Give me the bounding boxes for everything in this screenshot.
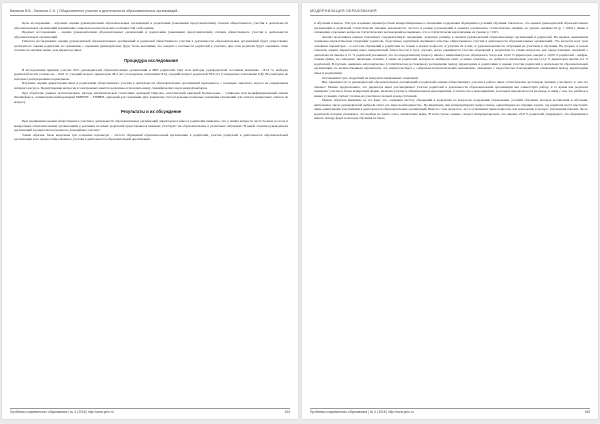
paragraph: При обработке данных использовались методы математической статистики: критерий Пирсона, классический критерий Колмогорова – Смирнова или модифицированный анализ Лиллиефорса, асимметрический критерий ЕКВЕНС – FISHER, критерий для сравнения двух вариантов степ (отдельные попарные сравнения отношений для ответов конкретных ответов на вопрос). [14, 90, 288, 104]
paragraph: Таким образом, было выделены три основных параметра – частота обращений образовательной организации к родителям, участие родителей в деятельности образовательной организации и их оценка общественного участия в деятельности образовательной организации. [14, 132, 288, 142]
paragraph: Анализ полученных данных показывает содержательную тенденцию, заданную разницу в оценках руководителей образовательных организаций и родителей. Во-первых, выявленная социально-педагогическая тенденция: родители, безусловно, критичней оценивают качество общественного участия в деятельности образовательных организаций. Это касается всех трех основных параметров – и частоты обращений к родителям не только в малых вопросах, и участия их в них, и удовлетворенности ситуацией их участием в обучении. Во вторых, в целом отмечена оценка директорами школ приоритетной благостности в трех случаях, когда оценивается участие обращений к родителям по таким вопросам, как предоставление сведений о деятельности школы; в 21 % родителей указывают, что по определенному вопросу школа с ними никогда не обращалась, тогда как 12,22 % директоров говорят о 10,69 % родителей – цифры, схожие прямо, не совпадают нисколько отличие, а также на родителей, которые не выбирали ответ «сложно ответить», по требуется значительно участие (11,2 % директоров против 9,2 % родителей). В-третьих, выявлено категорическое (статистически достоверное) расхождение между директорами и родителями в оценке участия родителей в деятельности образовательной организации: по количественным параметрам, что свидетельствует о социально-психологических механизмах, связанных с недостаточно благоприятным отношением между директорами школ и родителями. [314, 34, 588, 76]
paragraph: Остановимся чуть подробней на каждой из выявленных тенденций. [322, 75, 419, 80]
paragraph: Вне зависимости от руководителей образовательных организаций и родителей оценки общественного участия в работе школ статистически достоверно значимо участвуют. С чем это связано? Можно предположить, что директора школ рассматривают участие родителей в деятельности образовательной организации как совместную работу, в то время как родители понимают участие в более конкретной форме, включая участие в общешкольных мероприятиях, в частности, в мероприятиях, в которых предполагается их вклад, в связи с тем, что ребёнок в новых условиях считает степень их участия не полной и недостаточной. [314, 80, 588, 98]
paragraph: Можно обратить внимание на тот факт, что, оценивая частоту обращений к родителям по вопросам содержания образования, условий обучения, методов воспитания и обучения, наибольшее число руководителей выбрали ответ «по мере необходимости». По-видимому, они интерпретируют вопрос иначе, ориентируясь на текущие задачи, где родители могут выступать лишь единичными участниками в деятельности образовательных организаций. Вместе с тем оказалось, что в отношении таких вопросов, как вовлечение в процесс управления школой, число родителей, которые указывают, что вообще не знают этого, значительно выше. В этом случае, однако, следует интерпретировать, что именно 25,8 % родителей утверждают, что обращения к ним по поводу форм и методов обучения не было. [314, 98, 588, 121]
running-head-right: МОДЕРНИЗАЦИЯ ОБРАЗОВАНИЯ [310, 9, 590, 16]
paragraph: Предмет исследования – оценка руководителями образовательных организаций и родителями (законными представителями) степени общественного участия в деятельности образовательных организаций. [14, 30, 288, 39]
paragraph: Изучение оценки директорами школ и родителями общественного участия в деятельности образовательных организаций проводилось с помощью анкетного опроса на специальном интернет-ресурсе. Формулировки вопросов в электронных анкетах несколько отличались ввиду специфических задач каждой выборки. [14, 81, 288, 91]
footer-right [310, 408, 590, 414]
running-head-left: Ваняков В.В., Пахиноа С.Н. | Общественное участие в деятельности образовательных организаций... [10, 9, 290, 16]
right-page [302, 3, 598, 419]
page-number: 165 [584, 410, 590, 414]
section-heading: Процедура исследования [124, 57, 178, 63]
paragraph: Цель исследования – изучение оценки руководителями образовательных организаций и родителями (законными представителями) степени общественного участия в деятельности образовательных организаций и выявление социально-педагогических особенностей этой оценки. [14, 21, 288, 30]
page-number: 164 [284, 410, 290, 414]
left-page-body [14, 21, 288, 403]
right-page-body [314, 21, 588, 403]
section-heading: Результаты и их обсуждение [120, 109, 182, 115]
footer-left [10, 408, 290, 414]
journal-footer: Проблемы современного образования | № 4 | 2018 | http://www.pmo.ru [310, 410, 414, 414]
paragraph: и обучения в школе. Эти три основных параметра были конкретизированы в отношении содержания обращения и условий обучения. Оказалось, что оценки руководителей образовательных организаций и родителей статистически значимо различаются: частота и размер расхождений в оценках различались статистически значимо на уровне значимости (p < 0,001). Лишь в отношении отдельных вопросов статистических расхождений не выявлено, что и статистически неразличимы на уровне p > 0,05. [314, 21, 588, 35]
paragraph: В исследовании приняли участие 2671 руководителей образовательных организаций и 4865 родителей. При этом выборку руководителей составили женщины – 83,2 %, выборку родителей почти столько же – 84,9 %. Средний возраст директоров 48,4 лет (стандартное отклонение 8,9), средний возраст родителей 38,6 лет (стандартное отклонение 6,8). Все выборки не попадают распределению нормальном. [14, 67, 288, 81]
left-page [2, 3, 298, 419]
paragraph: Гипотеза исследования: оценки руководителей образовательных организаций и родителей общественного участия в деятельности образовательных организаций будут существенно различаться: оценки родителей, по сравнению с оценками руководителей, будут более высокими, что говорит о готовности родителей к участию, при этом родители будут оценивать свою готовность значимо выше, чем директора школ. [14, 39, 288, 53]
paragraph: При оценивании оценки общественного участия в деятельности образовательных организаций директорам и школ и родителям выявлено, что у наших вопросах часто больше по полу и конкретным образовательным организациям в различии на каких родителей представляется важным: участвуют ли образовательные в различных ситуациях? В какой степени руководители организаций и родители настроены на дальнейшее участие? [14, 119, 288, 133]
journal-footer: Проблемы современного образования | № 4 | 2018 | http://www.pmo.ru [10, 410, 114, 414]
